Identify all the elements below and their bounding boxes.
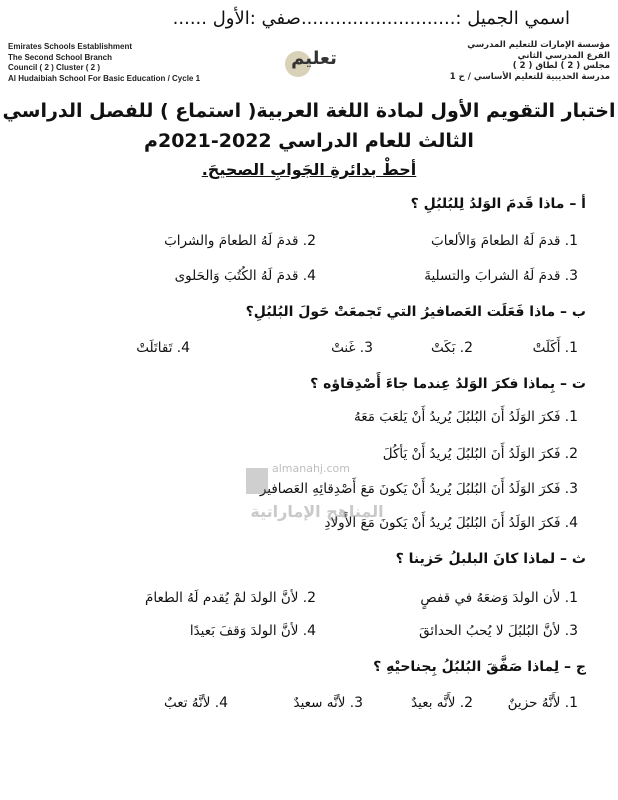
option-number: 3 [364, 340, 373, 356]
option-a-3[interactable]: 3. قدمَ لَهُ الشرابَ والتسليةَ [424, 268, 578, 284]
option-text: لأَنَّهُ حزينٌ [507, 695, 561, 711]
header-en-line: The Second School Branch [8, 52, 113, 62]
option-text: تَقاتَلَتْ [136, 340, 173, 356]
watermark-arabic: المناهج الإماراتية [250, 502, 384, 521]
watermark-url: almanahj.com [272, 462, 350, 475]
option-text: لأنَّ الولدَ لمْ يُقدم لَهُ الطعامَ [144, 590, 299, 606]
option-text: لأنَّ البُلبُلَ لا يُحبُ الحدائقَ [419, 623, 561, 639]
question-t: ت – بِماذا فكرَ الوَلدُ عِندما جاءَ أَصْدِقاؤه ؟ [310, 376, 586, 392]
exam-title-line: الثالث للعام الدراسي 2022-2021م [144, 130, 474, 152]
option-number: 1 [569, 590, 578, 606]
header-ar-line: الفرع المدرسي الثاني [517, 50, 610, 61]
option-number: 3 [569, 268, 578, 284]
option-text: لأنَّ الولدَ وَقفَ بَعيدًا [189, 623, 299, 639]
name-class-line: اسمي الجميل :...........................صفي :الأول ...... [172, 8, 570, 29]
option-number: 2 [464, 340, 473, 356]
option-text: أَكَلَتْ [532, 340, 561, 356]
logo-text: تعليم [291, 48, 337, 69]
option-number: 3 [354, 695, 363, 711]
option-number: 1 [569, 233, 578, 249]
option-text: قدمَ لَهُ الطعامَ والشرابَ [164, 233, 299, 249]
option-t-1[interactable]: 1. فَكرَ الوَلَدُ أَنَ البُلبُلَ يُريدُ أَنْ يَلعَبَ مَعَهُ [353, 409, 578, 425]
header-en-line: Council ( 2 ) Cluster ( 2 ) [8, 63, 101, 72]
option-number: 2 [307, 590, 316, 606]
question-b: ب – ماذا فَعَلَت العَصافيرُ التي تَجمعَتْ حَولَ البُلبُلِ؟ [245, 304, 586, 320]
option-text: قدمَ لَهُ الشرابَ والتسليةَ [424, 268, 561, 284]
option-text: فَكرَ الوَلَدُ أَنَ البُلبُلَ يُريدُ أَنْ يَأكُلَ [382, 446, 561, 462]
option-number: 2 [569, 446, 578, 462]
option-number: 2 [464, 695, 473, 711]
option-number: 4 [307, 268, 316, 284]
watermark [232, 462, 402, 532]
option-b-4[interactable]: 4. تَقاتَلَتْ [136, 340, 190, 356]
option-th-3[interactable]: 3. لأنَّ البُلبُلَ لا يُحبُ الحدائقَ [419, 623, 578, 639]
option-a-4[interactable]: 4. قدمَ لَهُ الكُتُبَ وَالحَلوى [174, 268, 316, 284]
option-number: 4 [307, 623, 316, 639]
option-j-2[interactable]: 2. لأَنَّه بعيدٌ [411, 695, 473, 711]
option-text: فَكرَ الوَلَدُ أَنَ البُلبُلَ يُريدُ أَنْ يَكونَ مَعَ أَصْدِقائِهِ العَصافير [259, 481, 561, 497]
option-text: فَكرَ الوَلَدُ أَنَ البُلبُلَ يُريدُ أَنْ يَلعَبَ مَعَهُ [353, 409, 561, 425]
option-t-4[interactable]: 4. فَكرَ الوَلَدُ أَنَ البُلبُلَ يُريدُ أَنْ يَكونَ مَعَ الأَولادِ [324, 515, 578, 531]
option-text: قدمَ لَهُ الكُتُبَ وَالحَلوى [174, 268, 299, 284]
header-ar-line: مدرسة الحديبية للتعليم الأساسي / ح 1 [449, 71, 610, 82]
instruction [0, 160, 618, 179]
header-en-line: Emirates Schools Establishment [8, 42, 133, 51]
option-j-4[interactable]: 4. لأنَّهُ تعبٌ [163, 695, 228, 711]
option-number: 3 [569, 623, 578, 639]
option-number: 1 [569, 695, 578, 711]
option-number: 4 [219, 695, 228, 711]
header-ar-line: مؤسسة الإمارات للتعليم المدرسي [467, 40, 610, 50]
option-number: 1 [569, 409, 578, 425]
school-english-header [8, 42, 258, 84]
school-arabic-header [405, 40, 610, 82]
education-logo [282, 40, 338, 84]
option-th-4[interactable]: 4. لأنَّ الولدَ وَقفَ بَعيدًا [189, 623, 316, 639]
option-b-3[interactable]: 3. غَنتْ [331, 340, 373, 356]
instruction-text: أحطْ بدائرةِ الجَوابِ الصحيحَ. [201, 160, 417, 179]
question-j: ج – لِماذا صَفَّقَ البُلبُلُ بِجناحيْهِ ؟ [373, 659, 586, 675]
option-t-3[interactable]: 3. فَكرَ الوَلَدُ أَنَ البُلبُلَ يُريدُ أَنْ يَكونَ مَعَ أَصْدِقائِهِ العَصافير [259, 481, 578, 497]
option-number: 2 [307, 233, 316, 249]
option-text: بَكَتْ [431, 340, 456, 356]
option-b-1[interactable]: 1. أَكَلَتْ [532, 340, 578, 356]
header-ar-line: مجلس ( 2 ) لطاق ( 2 ) [512, 61, 610, 71]
option-text: فَكرَ الوَلَدُ أَنَ البُلبُلَ يُريدُ أَنْ يَكونَ مَعَ الأَولادِ [324, 515, 561, 531]
option-number: 1 [569, 340, 578, 356]
exam-title [0, 96, 618, 156]
option-number: 4 [181, 340, 190, 356]
option-number: 4 [569, 515, 578, 531]
option-a-2[interactable]: 2. قدمَ لَهُ الطعامَ والشرابَ [164, 233, 316, 249]
option-text: لأنَّه سعيدٌ [293, 695, 346, 711]
option-text: لأنَّهُ تعبٌ [163, 695, 211, 711]
option-j-1[interactable]: 1. لأَنَّهُ حزينٌ [507, 695, 578, 711]
option-text: لأَنَّه بعيدٌ [411, 695, 456, 711]
watermark-book-shape [246, 468, 268, 494]
option-th-2[interactable]: 2. لأنَّ الولدَ لمْ يُقدم لَهُ الطعامَ [144, 590, 316, 606]
option-text: لأن الولدَ وَضعَهُ في قفصٍ [420, 590, 561, 606]
option-b-2[interactable]: 2. بَكَتْ [431, 340, 473, 356]
option-th-1[interactable]: 1. لأن الولدَ وَضعَهُ في قفصٍ [420, 590, 578, 606]
option-text: غَنتْ [331, 340, 356, 356]
question-th: ث – لماذا كانَ البلبلُ حَزينا ؟ [395, 551, 586, 567]
exam-title-line: اختبار التقويم الأول لمادة اللغة العربية( استماع ) للفصل الدراسي [2, 100, 616, 122]
option-a-1[interactable]: 1. قدمَ لَهُ الطعامَ وَالألعابَ [431, 233, 578, 249]
option-j-3[interactable]: 3. لأنَّه سعيدٌ [293, 695, 363, 711]
question-a: أ – ماذا قَدمَ الوَلدُ لِلبُلبُلِ ؟ [410, 196, 586, 212]
header-en-line: Al Hudaibiah School For Basic Education / Cycle 1 [8, 73, 201, 83]
option-number: 3 [569, 481, 578, 497]
option-text: قدمَ لَهُ الطعامَ وَالألعابَ [431, 233, 561, 249]
option-t-2[interactable]: 2. فَكرَ الوَلَدُ أَنَ البُلبُلَ يُريدُ أَنْ يَأكُلَ [382, 446, 578, 462]
